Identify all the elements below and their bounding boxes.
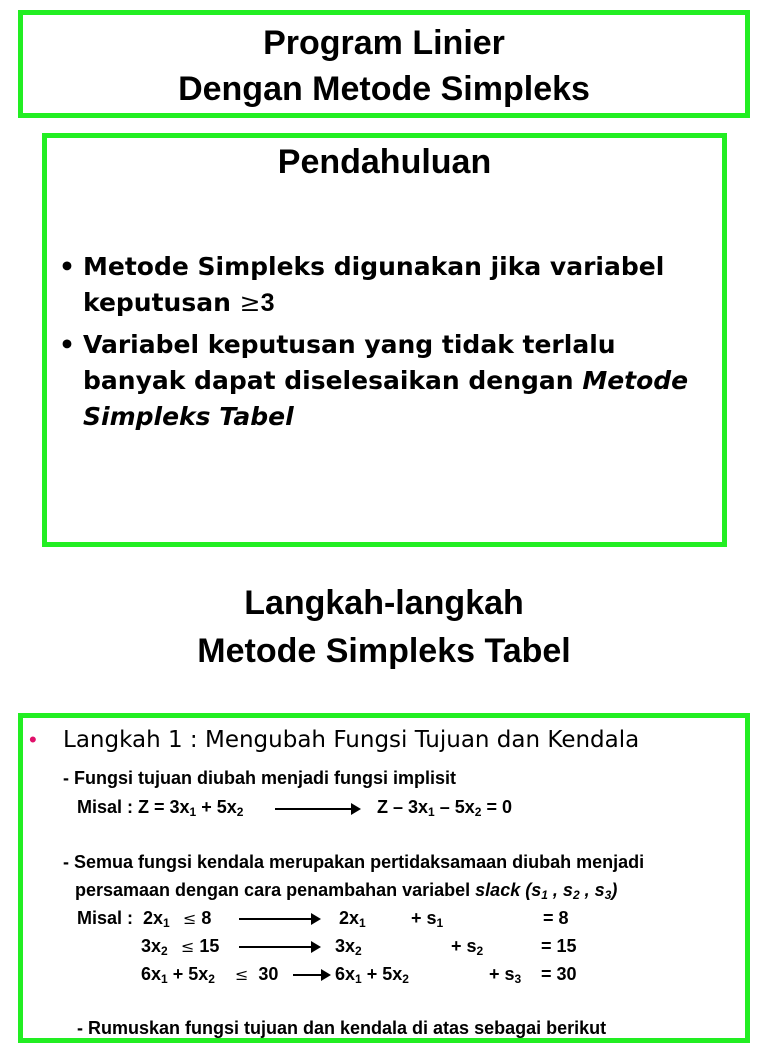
step-bullet-marker: •	[29, 727, 37, 752]
slack-label: slack ($s_1$ , $s_2$ , $s_3$)	[475, 880, 618, 902]
misal-label: Misal :	[77, 908, 134, 928]
constraint-note-2	[75, 880, 617, 901]
obj-res-a: Z – 3x	[377, 797, 429, 817]
constraint-2-eq-lhs: $3x_2$	[335, 936, 362, 958]
steps-heading-line-2: Metode Simpleks Tabel	[197, 632, 571, 670]
obj-res-sub-2: 2	[474, 805, 482, 819]
constraint-3-slack: + $s_3$	[489, 964, 522, 986]
constraint-3-rhs: = 30	[541, 964, 577, 984]
bullet-1-marker: •	[59, 252, 75, 281]
bullet-2-italic: Metode	[582, 366, 689, 395]
bullet-1-line-2	[83, 288, 274, 318]
objective-note: - Fungsi tujuan diubah menjadi fungsi implisit	[63, 768, 456, 788]
bullet-2-line-2	[83, 366, 688, 395]
constraint-2-rhs: = 15	[541, 936, 577, 956]
title-box	[18, 10, 750, 118]
constraint-3-op: ≤ 30	[235, 964, 279, 984]
arrow-right-icon	[239, 918, 319, 920]
constraint-1-op: ≤ 8	[183, 908, 212, 928]
objective-example	[77, 797, 243, 818]
cut-off-line: - Rumuskan fungsi tujuan dan kendala di atas sebagai berikut	[77, 1018, 607, 1038]
obj-sub-2: 2	[236, 805, 244, 819]
constraint-note-1: - Semua fungsi kendala merupakan pertidaksamaan diubah menjadi	[63, 852, 645, 872]
constraint-note-2-text: persamaan dengan cara penambahan variabel	[75, 880, 476, 900]
obj-sub-1: 1	[189, 805, 197, 819]
step-1-title: Langkah 1 : Mengubah Fungsi Tujuan dan Kendala	[63, 727, 640, 753]
objective-result	[377, 797, 512, 818]
arrow-right-icon	[275, 808, 359, 810]
obj-mid: + 5x	[196, 797, 237, 817]
arrow-right-icon	[293, 974, 329, 976]
objective-lhs: Misal : Z = 3x	[77, 797, 190, 817]
constraint-3-lhs: $6x_1 + 5x_2$	[141, 964, 215, 986]
constraint-1-lhs: $2x_1$	[143, 908, 170, 930]
intro-heading: Pendahuluan	[277, 143, 492, 181]
steps-heading-line-1: Langkah-langkah	[244, 584, 524, 622]
intro-box	[42, 133, 727, 547]
obj-res-sub-1: 1	[428, 805, 435, 819]
bullet-2-line-1: Variabel keputusan yang tidak terlalu	[83, 330, 616, 359]
step-box	[18, 713, 750, 1043]
bullet-1-value: 3	[260, 289, 275, 317]
constraint-1-eq-lhs: $2x_1$	[339, 908, 366, 930]
bullet-2-line-3	[83, 402, 294, 431]
title-line-1: Program Linier	[263, 24, 505, 62]
obj-res-b: – 5x	[434, 797, 475, 817]
geq-symbol: ≥	[239, 288, 261, 317]
bullet-2-marker: •	[59, 330, 75, 359]
constraint-2-lhs: $3x_2$	[141, 936, 168, 958]
bullet-1-line-1: Metode Simpleks digunakan jika variabel	[83, 252, 665, 281]
arrow-right-icon	[239, 946, 319, 948]
bullet-2-italic-2: Simpleks Tabel	[83, 402, 294, 431]
constraint-1-slack: + $s_1$	[411, 908, 444, 930]
constraint-1-rhs: = 8	[543, 908, 569, 928]
bullet-2-text: banyak dapat diselesaikan dengan	[83, 366, 583, 395]
constraint-2-op: ≤ 15	[181, 936, 220, 956]
constraint-3-eq-lhs: $6x_1 + 5x_2$	[335, 964, 409, 986]
obj-res-c: = 0	[481, 797, 512, 817]
title-line-2: Dengan Metode Simpleks	[178, 70, 590, 108]
bullet-1-text: keputusan	[83, 288, 240, 317]
constraint-2-slack: + $s_2$	[451, 936, 484, 958]
